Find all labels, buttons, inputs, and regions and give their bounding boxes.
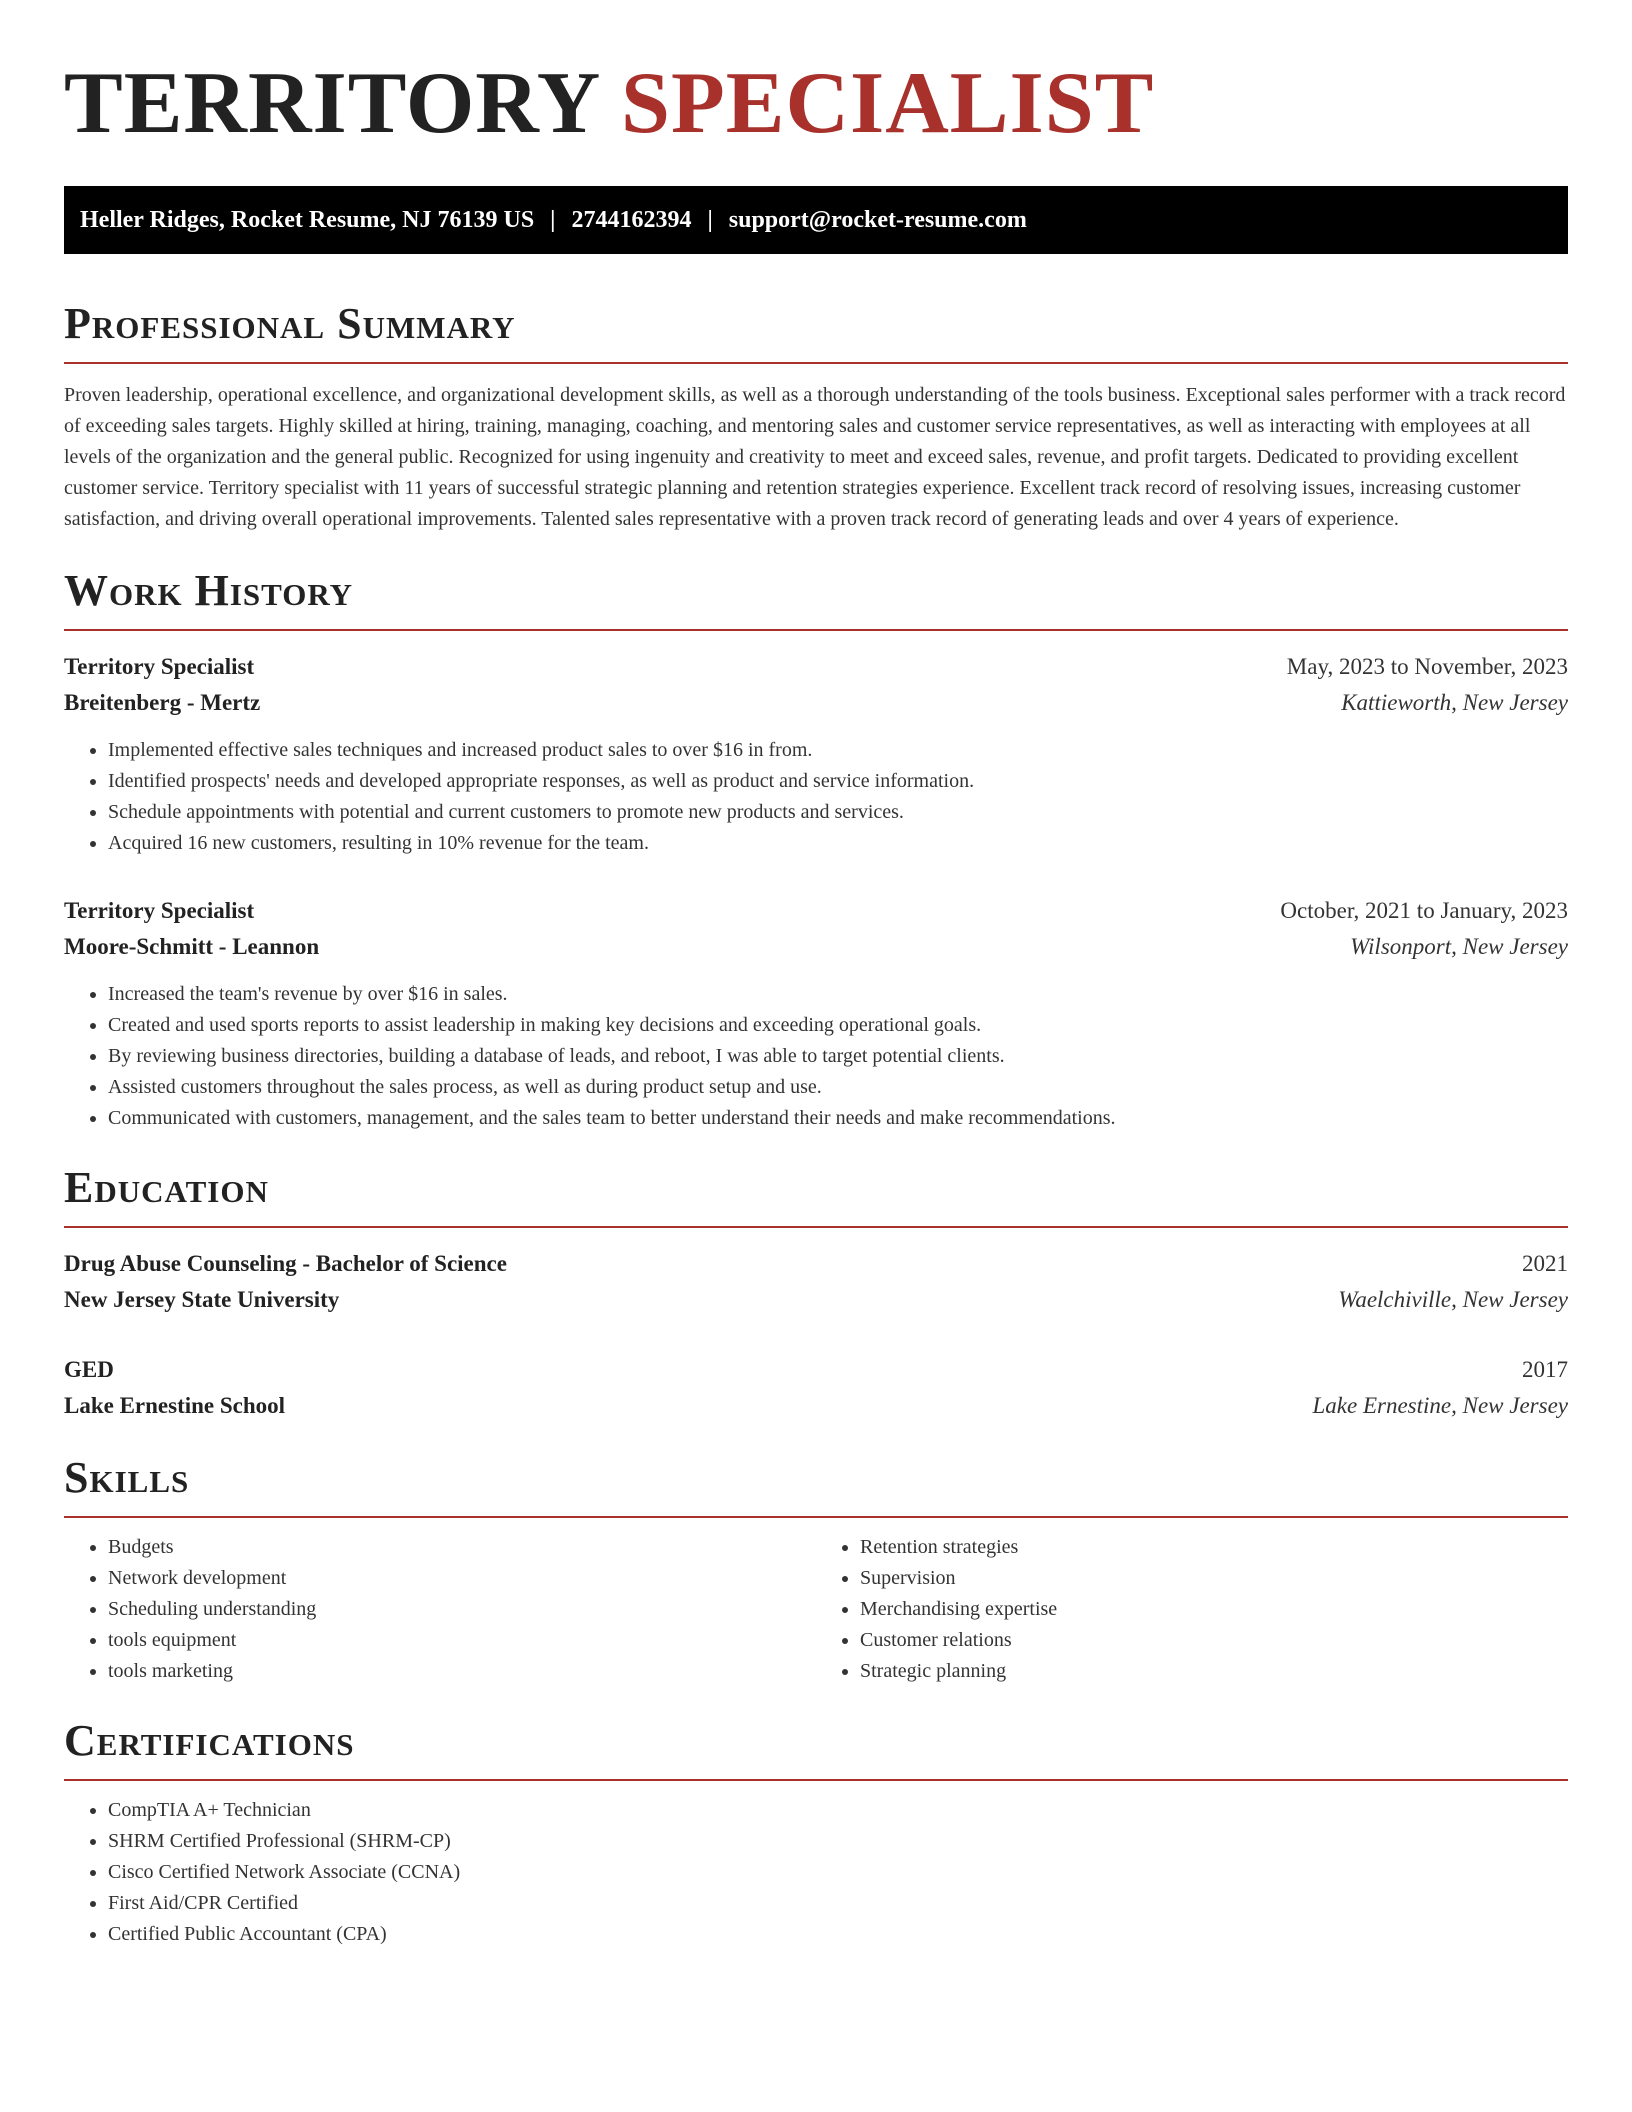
contact-address: Heller Ridges, Rocket Resume, NJ 76139 US bbox=[80, 206, 535, 233]
certifications-section bbox=[64, 1715, 1568, 1950]
certification-item: • SHRM Certified Professional (SHRM-CP) bbox=[108, 1826, 1568, 1857]
education-location: Waelchiville, New Jersey bbox=[1338, 1287, 1568, 1312]
skill-item: • Supervision bbox=[860, 1563, 1568, 1594]
resume-title bbox=[64, 56, 1568, 152]
skill-item: • Network development bbox=[108, 1563, 816, 1594]
contact-email: support@rocket-resume.com bbox=[728, 206, 1027, 233]
job-company: Breitenberg - Mertz bbox=[64, 690, 261, 715]
work-section bbox=[64, 565, 1568, 1134]
job-bullet: • Acquired 16 new customers, resulting in 10% revenue for the team. bbox=[108, 828, 1568, 859]
education-entry bbox=[64, 1246, 1568, 1318]
education-year: 2021 bbox=[1522, 1251, 1568, 1276]
job-role: Territory Specialist bbox=[64, 654, 255, 679]
section-title-education: Education bbox=[64, 1163, 269, 1212]
job-entry bbox=[64, 893, 1568, 1134]
skill-item: • Budgets bbox=[108, 1532, 816, 1563]
job-dates: May, 2023 to November, 2023 bbox=[1286, 654, 1568, 679]
skills-list-left bbox=[64, 1532, 816, 1687]
title-last: SPECIALIST bbox=[621, 55, 1155, 152]
contact-phone: 2744162394 bbox=[571, 206, 692, 233]
skill-item: • Strategic planning bbox=[860, 1656, 1568, 1687]
certification-item: • Cisco Certified Network Associate (CCNA) bbox=[108, 1857, 1568, 1888]
section-divider bbox=[64, 1779, 1568, 1781]
certification-item: • Certified Public Accountant (CPA) bbox=[108, 1919, 1568, 1950]
job-dates: October, 2021 to January, 2023 bbox=[1280, 898, 1568, 923]
job-bullet: • Communicated with customers, management, and the sales team to better understand their needs and make recommendations. bbox=[108, 1103, 1568, 1134]
skill-item: • Retention strategies bbox=[860, 1532, 1568, 1563]
skill-item: • Customer relations bbox=[860, 1625, 1568, 1656]
skill-item: • Scheduling understanding bbox=[108, 1594, 816, 1625]
job-location: Kattieworth, New Jersey bbox=[1341, 690, 1568, 715]
skills-section bbox=[64, 1452, 1568, 1687]
education-school-row bbox=[64, 1282, 1568, 1318]
job-bullet: • Created and used sports reports to assist leadership in making key decisions and exceeding operational goals. bbox=[108, 1010, 1568, 1041]
job-role: Territory Specialist bbox=[64, 898, 255, 923]
skills-grid bbox=[64, 1532, 1568, 1687]
job-bullet: • Increased the team's revenue by over $16 in sales. bbox=[108, 979, 1568, 1010]
job-bullet: • Schedule appointments with potential and current customers to promote new products and services. bbox=[108, 797, 1568, 828]
job-location: Wilsonport, New Jersey bbox=[1350, 934, 1568, 959]
job-company: Moore-Schmitt - Leannon bbox=[64, 934, 320, 959]
section-title-skills: Skills bbox=[64, 1453, 190, 1502]
certifications-list bbox=[64, 1795, 1568, 1950]
job-bullet: • Implemented effective sales techniques and increased product sales to over $16 in from. bbox=[108, 735, 1568, 766]
certification-item: • CompTIA A+ Technician bbox=[108, 1795, 1568, 1826]
education-year: 2017 bbox=[1522, 1357, 1568, 1382]
job-bullet: • Assisted customers throughout the sales process, as well as during product setup and use. bbox=[108, 1072, 1568, 1103]
section-divider bbox=[64, 1516, 1568, 1518]
job-company-row bbox=[64, 685, 1568, 721]
skill-item: • tools equipment bbox=[108, 1625, 816, 1656]
skill-item: • tools marketing bbox=[108, 1656, 816, 1687]
education-section bbox=[64, 1162, 1568, 1424]
education-degree: GED bbox=[64, 1357, 114, 1382]
certification-item: • First Aid/CPR Certified bbox=[108, 1888, 1568, 1919]
section-title-summary: Professional Summary bbox=[64, 299, 516, 348]
education-school-row bbox=[64, 1388, 1568, 1424]
summary-text: Proven leadership, operational excellence, and organizational development skills, as well as a thorough understanding of the tools business. Exceptional sales performer with a track record of exceeding sales targets. Highly skilled at hiring, training, managing, coaching, and mentoring sales and customer service representatives, as well as interacting with employees at all levels of the organization and the general public. Recognized for using ingenuity and creativity to meet and exceed sales, revenue, and profit targets. Dedicated to providing excellent customer service. Territory specialist with 11 years of successful strategic planning and retention strategies experience. Excellent track record of resolving issues, increasing customer satisfaction, and driving overall operational improvements. Talented sales representative with a proven track record of generating leads and over 4 years of experience. bbox=[64, 384, 1566, 530]
contact-separator: | bbox=[550, 206, 556, 233]
section-divider bbox=[64, 362, 1568, 364]
education-header-row bbox=[64, 1352, 1568, 1388]
contact-bar bbox=[64, 186, 1568, 254]
education-header-row bbox=[64, 1246, 1568, 1282]
job-bullet: • Identified prospects' needs and developed appropriate responses, as well as product and service information. bbox=[108, 766, 1568, 797]
job-bullets bbox=[64, 735, 1568, 859]
section-divider bbox=[64, 1226, 1568, 1228]
job-bullet: • By reviewing business directories, building a database of leads, and reboot, I was able to target potential clients. bbox=[108, 1041, 1568, 1072]
title-first: TERRITORY bbox=[64, 55, 599, 152]
section-title-certifications: Certifications bbox=[64, 1716, 355, 1765]
job-header-row bbox=[64, 893, 1568, 929]
education-location: Lake Ernestine, New Jersey bbox=[1312, 1393, 1568, 1418]
education-degree: Drug Abuse Counseling - Bachelor of Science bbox=[64, 1251, 507, 1276]
education-school: New Jersey State University bbox=[64, 1287, 340, 1312]
section-title-work: Work History bbox=[64, 566, 354, 615]
job-entry bbox=[64, 649, 1568, 859]
job-header-row bbox=[64, 649, 1568, 685]
section-divider bbox=[64, 629, 1568, 631]
job-company-row bbox=[64, 929, 1568, 965]
skills-list-right bbox=[816, 1532, 1568, 1687]
job-bullets bbox=[64, 979, 1568, 1134]
skill-item: • Merchandising expertise bbox=[860, 1594, 1568, 1625]
contact-separator: | bbox=[707, 206, 713, 233]
education-school: Lake Ernestine School bbox=[64, 1393, 286, 1418]
education-entry bbox=[64, 1352, 1568, 1424]
summary-section bbox=[64, 298, 1568, 535]
